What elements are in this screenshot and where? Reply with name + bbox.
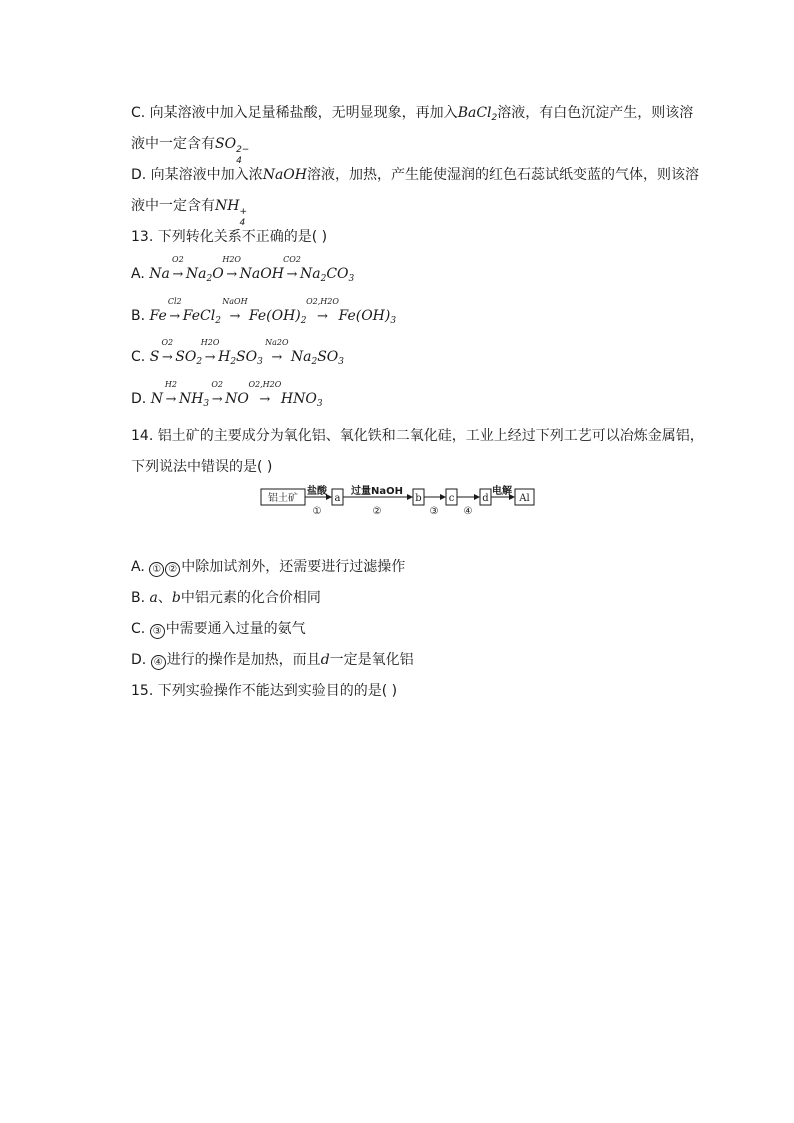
q13-option-d: D. N H2 → $NH_3$ O2 → NO O2,H2O → $HNO_3$ bbox=[131, 380, 323, 409]
arrow: NaOH → bbox=[222, 297, 248, 324]
arrow: CO2 → bbox=[283, 255, 301, 282]
box-b-label: b bbox=[415, 493, 422, 504]
q13-option-c: C. S O2 → $SO_2$ H2O → $H_2SO_3$ Na2O → $Na_2SO_3$ bbox=[131, 338, 345, 367]
process-flow-diagram bbox=[260, 484, 535, 516]
q13-option-b: B. Fe Cl2 → FeCl$_2$ NaOH → $Fe(OH)_2$ O2,H2O → $Fe(OH)_3$ bbox=[131, 297, 397, 326]
arrow: H2O → bbox=[222, 255, 241, 282]
arrow: Cl2 → bbox=[167, 297, 182, 324]
q12-option-c-line1: C. 向某溶液中加入足量稀盐酸，无明显现象，再加入BaCl$_2$溶液，有白色沉淀产生，则该溶 bbox=[131, 105, 694, 123]
q14-option-b: B. a、b中铝元素的化合价相同 bbox=[131, 590, 321, 606]
q12-option-d-line1: D. 向某溶液中加入浓NaOH溶液，加热，产生能使湿润的红色石蕊试纸变蓝的气体，则该溶 bbox=[131, 167, 699, 183]
arrow: O2 → bbox=[172, 255, 184, 282]
box-start-label: 铝土矿 bbox=[268, 493, 298, 504]
arrow: O2,H2O → bbox=[306, 297, 339, 324]
step3-number: ③ bbox=[429, 506, 439, 516]
q14-stem-line1: 14. 铝土矿的主要成分为氧化铝、氧化铁和二氧化硅，工业上经过下列工艺可以冶炼金属铝， bbox=[131, 428, 704, 444]
arrow: O2 → bbox=[161, 338, 174, 365]
step2-reagent: 过量NaOH bbox=[351, 486, 403, 497]
step1-reagent: 盐酸 bbox=[307, 486, 327, 497]
arrow: H2O → bbox=[200, 338, 220, 365]
q12-option-c-line2: 液中一定含有SO 2− 4 bbox=[131, 136, 250, 166]
step5-reagent: 电解 bbox=[492, 486, 512, 497]
q15-stem: 15. 下列实验操作不能达到实验目的的是( ) bbox=[131, 683, 398, 699]
step4-number: ④ bbox=[463, 506, 473, 516]
step1-number: ① bbox=[312, 506, 322, 516]
q13-option-a: A. Na O2 → $Na_2O$ H2O → NaOH CO2 → $Na_2CO_3$ bbox=[131, 255, 355, 284]
box-end-label: Al bbox=[519, 493, 530, 504]
q14-stem-line2: 下列说法中错误的是( ) bbox=[131, 459, 273, 475]
arrow: O2,H2O → bbox=[248, 380, 282, 407]
box-c-label: c bbox=[448, 493, 455, 504]
arrow: H2 → bbox=[164, 380, 177, 407]
q13-stem: 13. 下列转化关系不正确的是( ) bbox=[131, 229, 328, 245]
step2-number: ② bbox=[372, 506, 382, 516]
q12-option-d-line2: 液中一定含有NH + 4 bbox=[131, 198, 248, 228]
q14-option-d: D. ④ 进行的操作是加热，而且d一定是氧化铝 bbox=[131, 652, 414, 668]
q14-option-c: C. ③ 中需要通入过量的氨气 bbox=[131, 621, 306, 637]
box-d-label: d bbox=[482, 493, 489, 504]
box-a-label: a bbox=[334, 493, 341, 504]
arrow: O2 → bbox=[211, 380, 223, 407]
arrow: Na2O → bbox=[265, 338, 289, 365]
q14-option-a: A. ① ② 中除加试剂外，还需要进行过滤操作 bbox=[131, 559, 406, 575]
